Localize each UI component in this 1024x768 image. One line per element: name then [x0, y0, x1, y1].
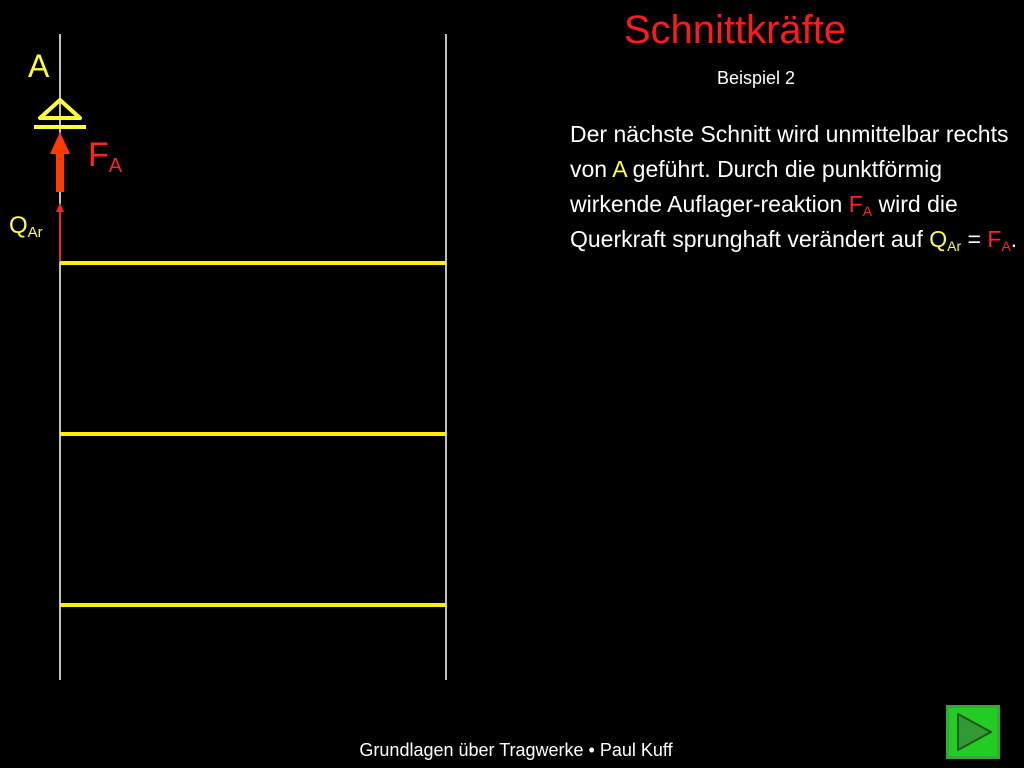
explanation-shear-main: Q	[929, 226, 948, 252]
slide-title: Schnittkräfte	[623, 8, 847, 52]
explanation-equals: =	[961, 226, 988, 252]
shear-force-label	[9, 212, 43, 240]
explanation-force-sub: A	[862, 203, 873, 219]
support-label: A	[28, 48, 50, 84]
reaction-force-label	[88, 136, 122, 175]
explanation-part3: wird die Querkraft sprunghaft verändert auf	[570, 191, 958, 252]
play-icon	[949, 708, 997, 756]
reaction-force-label-sub: A	[108, 155, 123, 177]
explanation-part2: geführt. Durch die punktförmig wirkende Auflager-reaktion	[570, 156, 943, 217]
next-slide-button[interactable]	[946, 705, 1000, 759]
reaction-force-arrow-icon	[50, 132, 70, 192]
explanation-text	[570, 117, 1020, 257]
explanation-force2-sub: A	[1001, 238, 1011, 254]
explanation-force-main: F	[848, 191, 863, 217]
explanation-support-ref: A	[612, 156, 627, 182]
reaction-force-label-main: F	[88, 136, 109, 174]
shear-force-label-main: Q	[9, 212, 28, 239]
explanation-end: .	[1010, 226, 1018, 252]
beam-diagram	[0, 0, 460, 690]
slide-footer: Grundlagen über Tragwerke • Paul Kuff	[359, 740, 673, 760]
shear-force-arrow-icon	[56, 203, 64, 262]
shear-force-label-sub: Ar	[27, 224, 43, 241]
explanation-shear-sub: Ar	[947, 238, 962, 254]
explanation-part1: Der nächste Schnitt wird unmittelbar rechts von	[570, 121, 1009, 182]
slide-subtitle: Beispiel 2	[716, 68, 796, 88]
explanation-force2-main: F	[987, 226, 1002, 252]
